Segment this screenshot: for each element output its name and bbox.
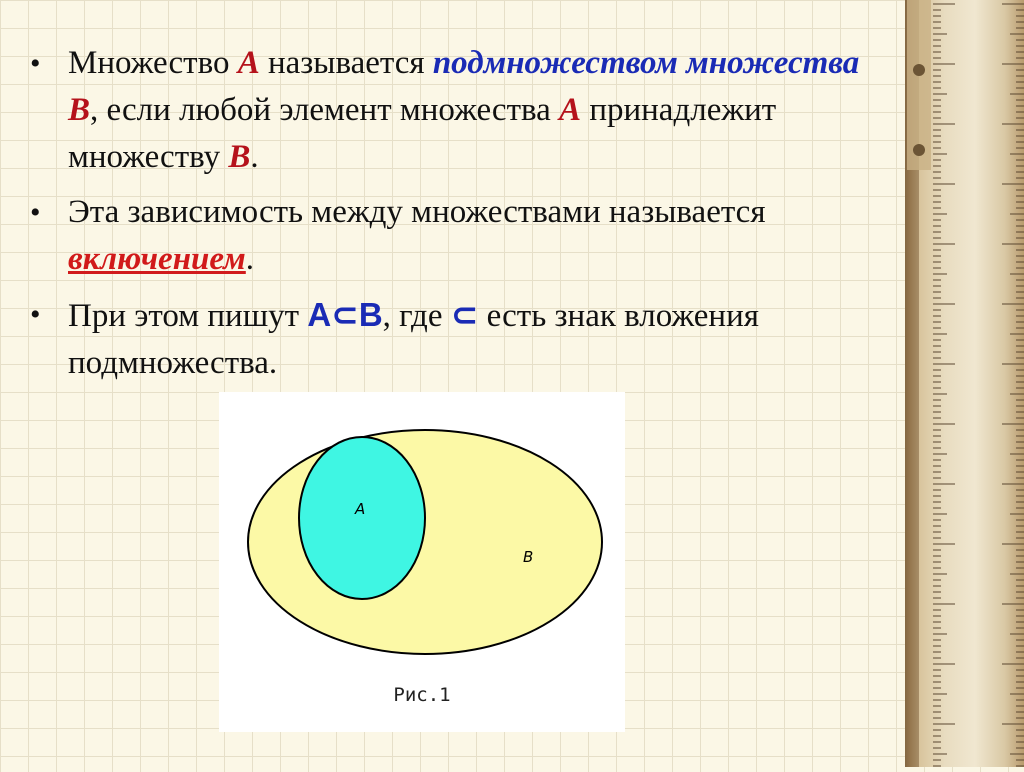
subset-sign: ⊂ [331,295,359,334]
bullet-definition [30,40,890,181]
set-b-symbol: B [68,92,91,128]
inclusion-text-1: Эта зависимость между множествами называется [68,194,766,230]
set-a-symbol-2: A [559,92,582,128]
notation-text-3: есть знак вложения подмножества. [68,298,759,381]
venn-diagram [219,392,625,732]
venn-figure [219,392,625,732]
bullet-list [30,40,890,395]
set-a-ellipse [299,437,425,599]
inclusion-term: включением [68,241,246,277]
screw-icon [913,64,925,76]
notation-b: B [358,296,383,333]
figure-caption: Рис.1 [393,684,451,706]
definition-text-1: Множество [68,45,238,81]
subset-sign-2: ⊂ [450,295,479,334]
ruler-ticks [933,4,1024,766]
definition-text-4: принадлежит множеству [68,92,777,175]
notation-text-2: , где [382,298,451,334]
inclusion-text-2: . [245,241,255,277]
ruler-decoration [905,0,1024,767]
bullet-marker: • [30,298,41,331]
set-a-label: A [355,500,366,518]
bullet-notation [30,291,890,387]
ruler-graphic [905,0,1024,767]
notation-a: A [307,296,332,333]
notation-text-1: При этом пишут [68,298,308,334]
definition-text-3: , если любой элемент множества [90,92,560,128]
set-a-symbol: A [237,45,260,81]
bullet-marker: • [30,47,41,80]
bullet-inclusion [30,189,890,283]
subset-term: подмножеством множества [432,45,860,81]
set-b-symbol-2: B [228,139,251,175]
screw-icon [913,144,925,156]
definition-text-5: . [250,139,259,175]
definition-text-2: называется [259,45,433,81]
bullet-marker: • [30,196,41,229]
set-b-label: B [523,548,534,566]
